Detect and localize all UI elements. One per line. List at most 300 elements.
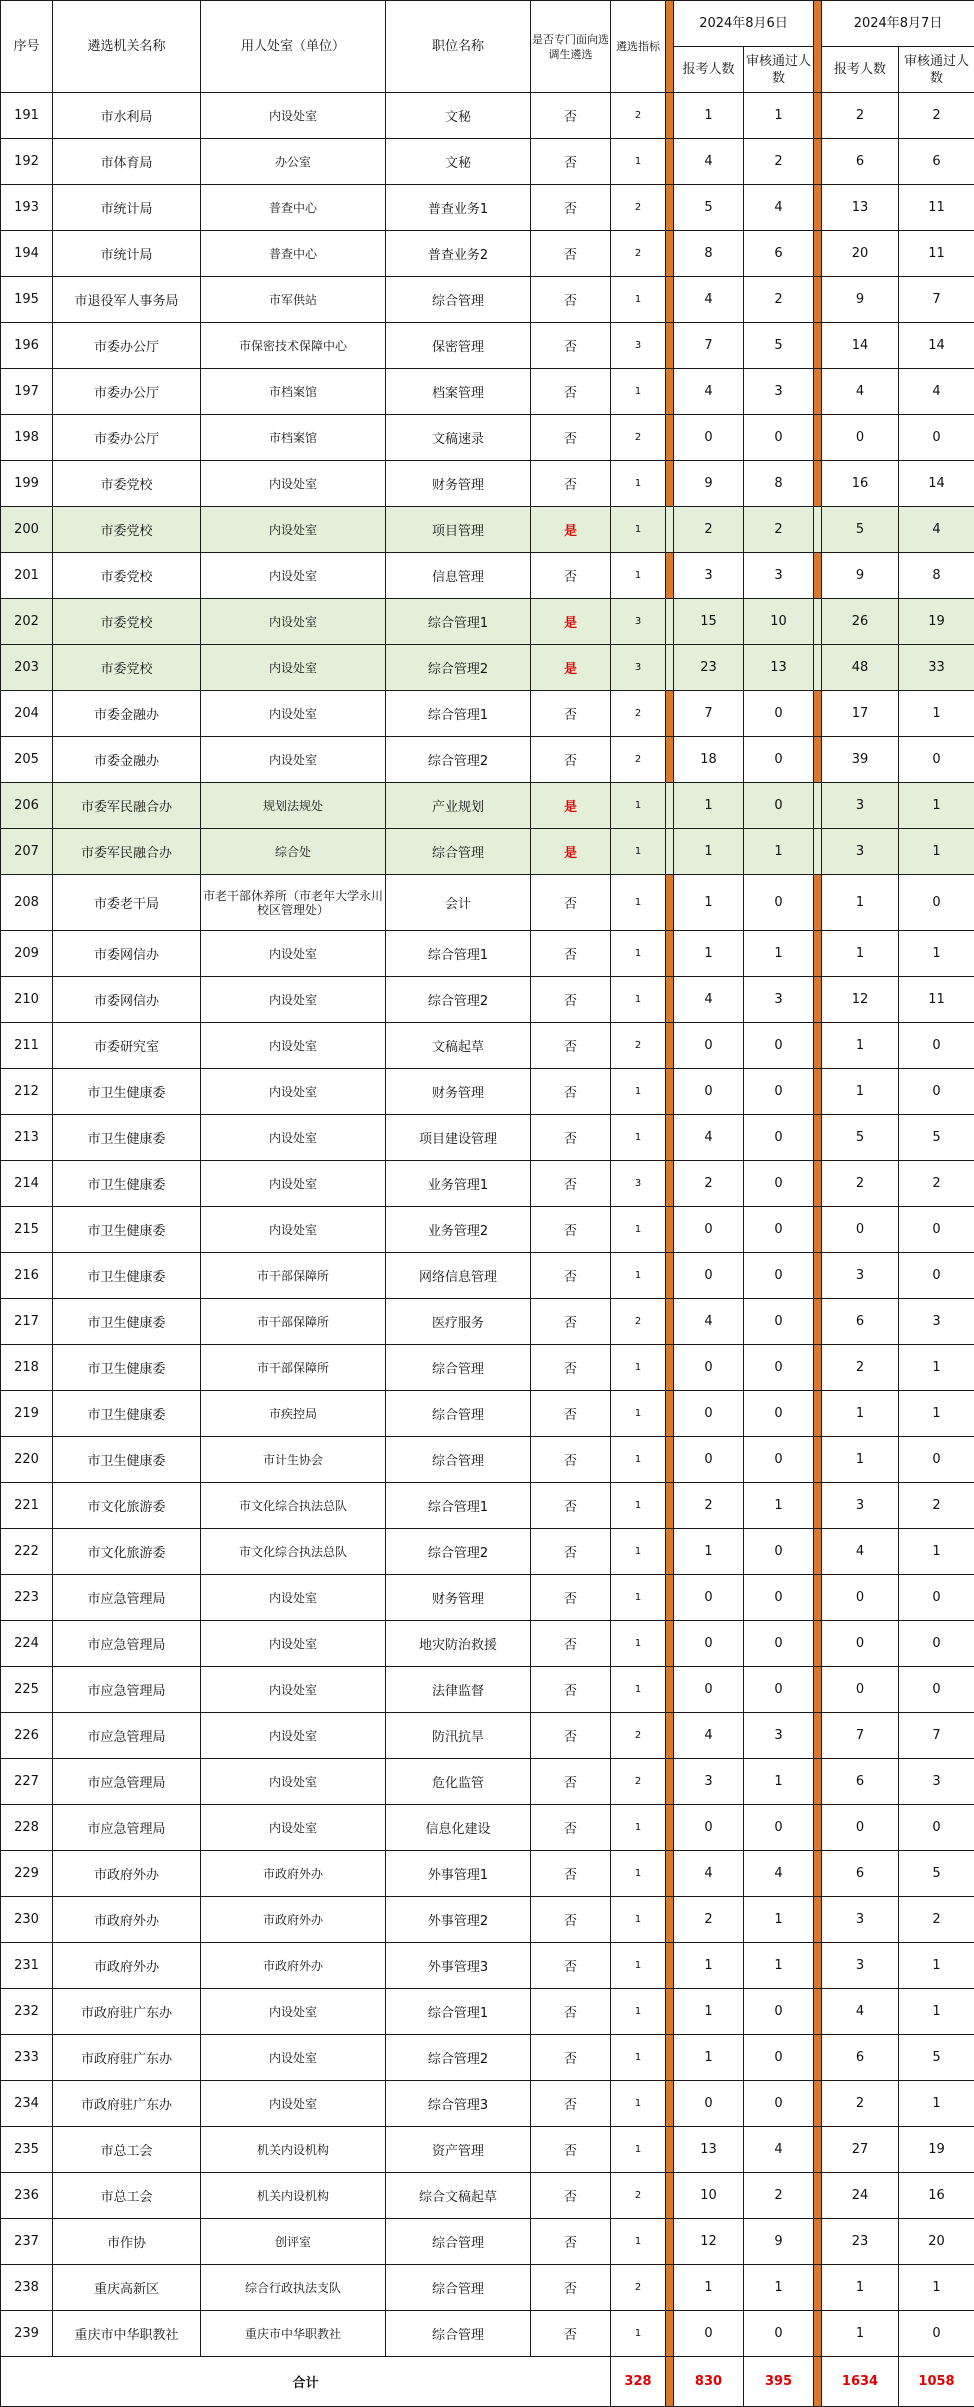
column-separator: [814, 2311, 822, 2357]
column-separator: [666, 1391, 674, 1437]
position-cell: 综合管理2: [386, 737, 531, 783]
targeted-cell: 否: [531, 1391, 611, 1437]
quota-cell: 2: [611, 2173, 666, 2219]
column-separator: [814, 783, 822, 829]
table-row: [1, 1483, 974, 1529]
applied-date1-cell: 1: [674, 829, 744, 875]
quota-cell: 1: [611, 1621, 666, 1667]
approved-date2-cell: 0: [899, 1575, 974, 1621]
agency-cell: 市卫生健康委: [53, 1115, 201, 1161]
quota-cell: 1: [611, 931, 666, 977]
dept-cell: 内设处室: [201, 1575, 386, 1621]
column-separator: [666, 2357, 674, 2407]
dept-cell: 市档案馆: [201, 415, 386, 461]
column-separator: [814, 1299, 822, 1345]
column-separator: [666, 1621, 674, 1667]
column-separator: [666, 277, 674, 323]
column-separator: [814, 691, 822, 737]
column-separator: [814, 1621, 822, 1667]
dept-cell: 内设处室: [201, 2081, 386, 2127]
quota-cell: 1: [611, 1207, 666, 1253]
approved-date1-cell: 1: [744, 2265, 814, 2311]
targeted-cell: 否: [531, 1713, 611, 1759]
applied-date2-cell: 26: [822, 599, 899, 645]
applied-date1-cell: 4: [674, 1713, 744, 1759]
agency-cell: 重庆高新区: [53, 2265, 201, 2311]
position-cell: 综合管理: [386, 829, 531, 875]
applied-date2-cell: 39: [822, 737, 899, 783]
targeted-cell: 否: [531, 1161, 611, 1207]
seq-cell: 221: [1, 1483, 53, 1529]
position-cell: 文稿速录: [386, 415, 531, 461]
column-separator: [666, 2265, 674, 2311]
table-row: [1, 1805, 974, 1851]
approved-date2-cell: 1: [899, 1391, 974, 1437]
approved-date1-cell: 0: [744, 1575, 814, 1621]
targeted-cell: 否: [531, 1299, 611, 1345]
table-row: [1, 1897, 974, 1943]
targeted-cell: 否: [531, 461, 611, 507]
column-separator: [666, 553, 674, 599]
column-separator: [814, 2357, 822, 2407]
position-cell: 保密管理: [386, 323, 531, 369]
approved-date1-cell: 0: [744, 2311, 814, 2357]
targeted-cell: 否: [531, 1483, 611, 1529]
seq-cell: 198: [1, 415, 53, 461]
approved-date1-cell: 0: [744, 1069, 814, 1115]
quota-cell: 1: [611, 2219, 666, 2265]
applied-date1-cell: 4: [674, 1851, 744, 1897]
approved-date1-cell: 4: [744, 185, 814, 231]
quota-cell: 1: [611, 1115, 666, 1161]
quota-cell: 1: [611, 1391, 666, 1437]
position-cell: 综合管理: [386, 2219, 531, 2265]
header-applied-date1: 报考人数: [674, 47, 744, 93]
column-separator: [814, 139, 822, 185]
applied-date1-cell: 0: [674, 2081, 744, 2127]
column-separator: [666, 1069, 674, 1115]
agency-cell: 市应急管理局: [53, 1759, 201, 1805]
applied-date1-cell: 4: [674, 369, 744, 415]
targeted-cell: 否: [531, 1759, 611, 1805]
applied-date2-cell: 3: [822, 783, 899, 829]
seq-cell: 192: [1, 139, 53, 185]
applied-date1-cell: 0: [674, 1437, 744, 1483]
column-separator: [666, 829, 674, 875]
dept-cell: 市政府外办: [201, 1851, 386, 1897]
header-date2: 2024年8月7日: [822, 1, 974, 47]
dept-cell: 市计生协会: [201, 1437, 386, 1483]
column-separator: [666, 1667, 674, 1713]
approved-date1-cell: 10: [744, 599, 814, 645]
table-row: [1, 2311, 974, 2357]
quota-cell: 3: [611, 323, 666, 369]
applied-date1-cell: 1: [674, 1989, 744, 2035]
column-separator: [814, 2265, 822, 2311]
approved-date2-cell: 4: [899, 369, 974, 415]
targeted-cell: 是: [531, 829, 611, 875]
seq-cell: 206: [1, 783, 53, 829]
approved-date2-cell: 14: [899, 461, 974, 507]
position-cell: 文秘: [386, 139, 531, 185]
agency-cell: 市总工会: [53, 2173, 201, 2219]
approved-date1-cell: 0: [744, 1529, 814, 1575]
targeted-cell: 是: [531, 645, 611, 691]
quota-cell: 2: [611, 1759, 666, 1805]
applied-date2-cell: 2: [822, 1345, 899, 1391]
applied-date1-cell: 2: [674, 1161, 744, 1207]
column-separator: [814, 1437, 822, 1483]
totals-row: [1, 2357, 974, 2407]
column-separator: [814, 1207, 822, 1253]
applied-date1-cell: 3: [674, 553, 744, 599]
targeted-cell: 否: [531, 737, 611, 783]
position-cell: 财务管理: [386, 1575, 531, 1621]
quota-cell: 3: [611, 1161, 666, 1207]
column-separator: [666, 737, 674, 783]
table-row: [1, 2035, 974, 2081]
approved-date2-cell: 2: [899, 1483, 974, 1529]
approved-date2-cell: 1: [899, 1529, 974, 1575]
dept-cell: 市军供站: [201, 277, 386, 323]
targeted-cell: 否: [531, 2219, 611, 2265]
dept-cell: 机关内设机构: [201, 2173, 386, 2219]
targeted-cell: 否: [531, 1115, 611, 1161]
applied-date1-cell: 0: [674, 1207, 744, 1253]
column-separator: [814, 1943, 822, 1989]
applied-date1-cell: 0: [674, 1069, 744, 1115]
approved-date1-cell: 3: [744, 977, 814, 1023]
quota-cell: 1: [611, 1943, 666, 1989]
approved-date1-cell: 0: [744, 415, 814, 461]
seq-cell: 234: [1, 2081, 53, 2127]
approved-date2-cell: 4: [899, 507, 974, 553]
dept-cell: 内设处室: [201, 553, 386, 599]
seq-cell: 213: [1, 1115, 53, 1161]
seq-cell: 202: [1, 599, 53, 645]
column-separator: [666, 1115, 674, 1161]
column-separator: [814, 977, 822, 1023]
table-row: [1, 231, 974, 277]
applied-date1-cell: 2: [674, 507, 744, 553]
approved-date1-cell: 1: [744, 829, 814, 875]
seq-cell: 231: [1, 1943, 53, 1989]
agency-cell: 市委党校: [53, 645, 201, 691]
table-footer: [1, 2357, 974, 2407]
applied-date1-cell: 1: [674, 783, 744, 829]
approved-date2-cell: 7: [899, 277, 974, 323]
column-separator: [666, 1529, 674, 1575]
column-separator: [666, 461, 674, 507]
dept-cell: 内设处室: [201, 977, 386, 1023]
agency-cell: 市委党校: [53, 507, 201, 553]
approved-date1-cell: 0: [744, 1207, 814, 1253]
table-row: [1, 1667, 974, 1713]
column-separator: [814, 1115, 822, 1161]
dept-cell: 重庆市中华职教社: [201, 2311, 386, 2357]
applied-date1-cell: 2: [674, 1483, 744, 1529]
quota-cell: 1: [611, 1989, 666, 2035]
applied-date1-cell: 3: [674, 1759, 744, 1805]
column-separator: [814, 1023, 822, 1069]
applied-date2-cell: 1: [822, 875, 899, 931]
applied-date1-cell: 0: [674, 1391, 744, 1437]
applied-date2-cell: 2: [822, 2081, 899, 2127]
approved-date1-cell: 5: [744, 323, 814, 369]
applied-date2-cell: 2: [822, 1161, 899, 1207]
agency-cell: 市卫生健康委: [53, 1345, 201, 1391]
dept-cell: 内设处室: [201, 1023, 386, 1069]
column-separator: [814, 507, 822, 553]
applied-date1-cell: 0: [674, 1621, 744, 1667]
column-separator: [814, 369, 822, 415]
column-separator: [814, 1851, 822, 1897]
dept-cell: 综合处: [201, 829, 386, 875]
applied-date2-cell: 1: [822, 1069, 899, 1115]
column-separator: [814, 599, 822, 645]
agency-cell: 市卫生健康委: [53, 1437, 201, 1483]
approved-date1-cell: 4: [744, 2127, 814, 2173]
approved-date1-cell: 2: [744, 277, 814, 323]
approved-date2-cell: 7: [899, 1713, 974, 1759]
position-cell: 综合管理2: [386, 2035, 531, 2081]
position-cell: 综合管理2: [386, 1529, 531, 1575]
agency-cell: 市委金融办: [53, 737, 201, 783]
targeted-cell: 否: [531, 931, 611, 977]
agency-cell: 市应急管理局: [53, 1805, 201, 1851]
column-separator: [814, 2219, 822, 2265]
applied-date2-cell: 6: [822, 1299, 899, 1345]
agency-cell: 市统计局: [53, 231, 201, 277]
column-separator: [666, 931, 674, 977]
approved-date1-cell: 9: [744, 2219, 814, 2265]
seq-cell: 193: [1, 185, 53, 231]
table-row: [1, 553, 974, 599]
dept-cell: 市疾控局: [201, 1391, 386, 1437]
targeted-cell: 否: [531, 2127, 611, 2173]
column-separator: [666, 1575, 674, 1621]
table-row: [1, 977, 974, 1023]
dept-cell: 内设处室: [201, 1207, 386, 1253]
quota-cell: 1: [611, 829, 666, 875]
dept-cell: 市政府外办: [201, 1943, 386, 1989]
totals-quota: 328: [611, 2357, 666, 2407]
column-separator: [666, 415, 674, 461]
quota-cell: 1: [611, 2035, 666, 2081]
targeted-cell: 否: [531, 1667, 611, 1713]
column-separator: [666, 507, 674, 553]
targeted-cell: 否: [531, 1575, 611, 1621]
column-separator: [814, 1391, 822, 1437]
applied-date1-cell: 1: [674, 2265, 744, 2311]
quota-cell: 2: [611, 691, 666, 737]
column-separator: [814, 1161, 822, 1207]
seq-cell: 210: [1, 977, 53, 1023]
agency-cell: 市委党校: [53, 599, 201, 645]
header-dept: 用人处室（单位）: [201, 1, 386, 93]
seq-cell: 201: [1, 553, 53, 599]
table-row: [1, 2219, 974, 2265]
table-header: [1, 1, 974, 93]
column-separator: [814, 1759, 822, 1805]
approved-date1-cell: 0: [744, 1391, 814, 1437]
table-row: [1, 1023, 974, 1069]
applied-date2-cell: 0: [822, 1667, 899, 1713]
agency-cell: 市文化旅游委: [53, 1529, 201, 1575]
table-row: [1, 1253, 974, 1299]
targeted-cell: 否: [531, 553, 611, 599]
agency-cell: 市卫生健康委: [53, 1161, 201, 1207]
column-separator: [666, 2173, 674, 2219]
seq-cell: 227: [1, 1759, 53, 1805]
column-separator: [666, 2219, 674, 2265]
quota-cell: 1: [611, 1483, 666, 1529]
approved-date2-cell: 33: [899, 645, 974, 691]
agency-cell: 市委老干局: [53, 875, 201, 931]
applied-date2-cell: 6: [822, 2035, 899, 2081]
approved-date2-cell: 11: [899, 231, 974, 277]
column-separator: [814, 323, 822, 369]
applied-date2-cell: 27: [822, 2127, 899, 2173]
position-cell: 外事管理2: [386, 1897, 531, 1943]
applied-date2-cell: 6: [822, 1851, 899, 1897]
position-cell: 综合文稿起草: [386, 2173, 531, 2219]
applied-date1-cell: 4: [674, 277, 744, 323]
dept-cell: 内设处室: [201, 1759, 386, 1805]
applied-date2-cell: 12: [822, 977, 899, 1023]
position-cell: 项目建设管理: [386, 1115, 531, 1161]
targeted-cell: 否: [531, 277, 611, 323]
column-separator: [666, 1805, 674, 1851]
approved-date1-cell: 0: [744, 1989, 814, 2035]
approved-date1-cell: 3: [744, 369, 814, 415]
table-row: [1, 277, 974, 323]
dept-cell: 内设处室: [201, 1115, 386, 1161]
quota-cell: 1: [611, 277, 666, 323]
applied-date2-cell: 24: [822, 2173, 899, 2219]
column-separator: [666, 1851, 674, 1897]
position-cell: 外事管理1: [386, 1851, 531, 1897]
applied-date2-cell: 14: [822, 323, 899, 369]
seq-cell: 191: [1, 93, 53, 139]
table-row: [1, 1759, 974, 1805]
targeted-cell: 否: [531, 1529, 611, 1575]
position-cell: 综合管理: [386, 2265, 531, 2311]
applied-date2-cell: 0: [822, 1575, 899, 1621]
seq-cell: 203: [1, 645, 53, 691]
applied-date2-cell: 48: [822, 645, 899, 691]
position-cell: 综合管理1: [386, 599, 531, 645]
column-separator: [814, 2081, 822, 2127]
approved-date1-cell: 0: [744, 1253, 814, 1299]
approved-date1-cell: 13: [744, 645, 814, 691]
applied-date2-cell: 17: [822, 691, 899, 737]
approved-date2-cell: 1: [899, 2265, 974, 2311]
table-row: [1, 415, 974, 461]
quota-cell: 1: [611, 1851, 666, 1897]
dept-cell: 市老干部休养所（市老年大学永川校区管理处）: [201, 875, 386, 931]
applied-date1-cell: 1: [674, 93, 744, 139]
dept-cell: 内设处室: [201, 1667, 386, 1713]
dept-cell: 综合行政执法支队: [201, 2265, 386, 2311]
column-separator: [814, 1805, 822, 1851]
dept-cell: 办公室: [201, 139, 386, 185]
column-separator: [814, 1667, 822, 1713]
dept-cell: 市档案馆: [201, 369, 386, 415]
agency-cell: 市卫生健康委: [53, 1299, 201, 1345]
table-row: [1, 139, 974, 185]
quota-cell: 2: [611, 1023, 666, 1069]
applied-date1-cell: 13: [674, 2127, 744, 2173]
agency-cell: 市政府外办: [53, 1897, 201, 1943]
approved-date2-cell: 5: [899, 1115, 974, 1161]
approved-date1-cell: 4: [744, 1851, 814, 1897]
table-row: [1, 691, 974, 737]
quota-cell: 1: [611, 1345, 666, 1391]
seq-cell: 219: [1, 1391, 53, 1437]
column-separator: [666, 1161, 674, 1207]
targeted-cell: 否: [531, 875, 611, 931]
quota-cell: 2: [611, 1299, 666, 1345]
approved-date1-cell: 2: [744, 507, 814, 553]
approved-date2-cell: 0: [899, 737, 974, 783]
approved-date1-cell: 0: [744, 1115, 814, 1161]
quota-cell: 1: [611, 1897, 666, 1943]
column-separator: [814, 1253, 822, 1299]
targeted-cell: 是: [531, 783, 611, 829]
approved-date1-cell: 0: [744, 2081, 814, 2127]
column-separator: [666, 691, 674, 737]
targeted-cell: 否: [531, 1023, 611, 1069]
seq-cell: 229: [1, 1851, 53, 1897]
targeted-cell: 否: [531, 2173, 611, 2219]
quota-cell: 1: [611, 1575, 666, 1621]
dept-cell: 内设处室: [201, 1989, 386, 2035]
approved-date1-cell: 0: [744, 783, 814, 829]
applied-date2-cell: 5: [822, 507, 899, 553]
position-cell: 外事管理3: [386, 1943, 531, 1989]
applied-date2-cell: 23: [822, 2219, 899, 2265]
table-row: [1, 1207, 974, 1253]
targeted-cell: 否: [531, 977, 611, 1023]
column-separator: [814, 1989, 822, 2035]
applied-date2-cell: 6: [822, 139, 899, 185]
approved-date2-cell: 1: [899, 2081, 974, 2127]
approved-date2-cell: 0: [899, 415, 974, 461]
seq-cell: 197: [1, 369, 53, 415]
applied-date1-cell: 2: [674, 1897, 744, 1943]
applied-date2-cell: 7: [822, 1713, 899, 1759]
approved-date1-cell: 1: [744, 1897, 814, 1943]
quota-cell: 1: [611, 783, 666, 829]
approved-date2-cell: 0: [899, 1437, 974, 1483]
position-cell: 业务管理1: [386, 1161, 531, 1207]
targeted-cell: 否: [531, 1069, 611, 1115]
applied-date2-cell: 0: [822, 1805, 899, 1851]
position-cell: 综合管理1: [386, 691, 531, 737]
table-row: [1, 461, 974, 507]
seq-cell: 230: [1, 1897, 53, 1943]
agency-cell: 市委办公厅: [53, 369, 201, 415]
column-separator: [814, 2127, 822, 2173]
applied-date1-cell: 4: [674, 1299, 744, 1345]
header-approved-date2: 审核通过人数: [899, 47, 974, 93]
column-separator: [666, 231, 674, 277]
seq-cell: 194: [1, 231, 53, 277]
applied-date2-cell: 3: [822, 1253, 899, 1299]
dept-cell: 内设处室: [201, 1069, 386, 1115]
approved-date1-cell: 0: [744, 2035, 814, 2081]
